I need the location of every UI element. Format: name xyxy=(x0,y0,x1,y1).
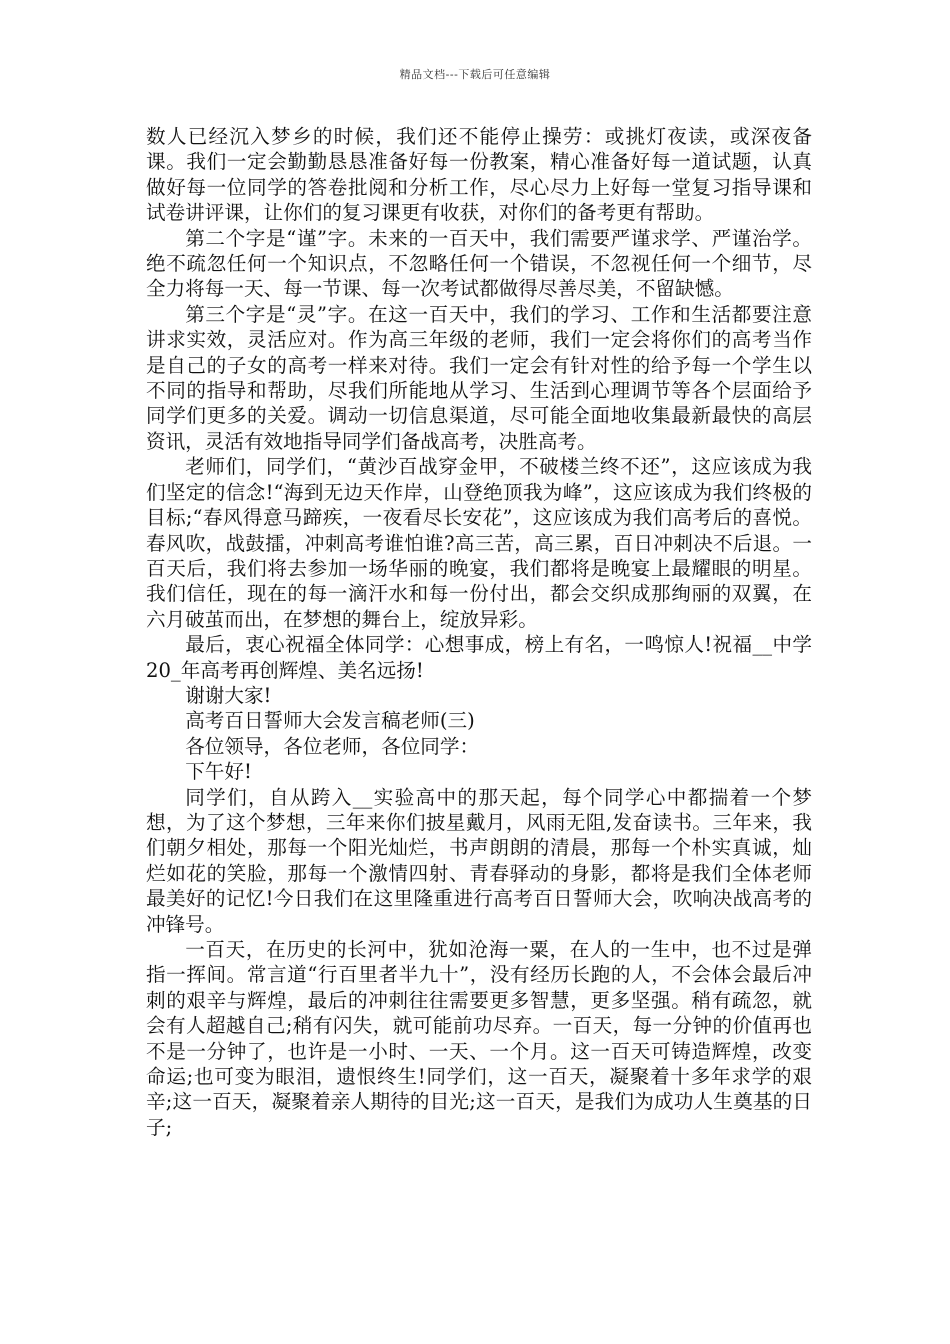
paragraph: 第三个字是“灵”字。在这一百天中，我们的学习、工作和生活都要注意讲求实效，灵活应对。作为高三年级的老师，我们一定会将你们的高考当作是自己的子女的高考一样来对待。我们一定会有针对性的给予每一个学生以不同的指导和帮助，尽我们所能地从学习、生活到心理调节等各个层面给予同学们更多的关爱。调动一切信息渠道，尽可能全面地收集最新最快的高层资讯，灵活有效地指导同学们备战高考，决胜高考。 xyxy=(146,302,812,453)
paragraph: 数人已经沉入梦乡的时候，我们还不能停止操劳：或挑灯夜读，或深夜备课。我们一定会勤勤恳恳准备好每一份教案，精心准备好每一道试题，认真做好每一位同学的答卷批阅和分析工作，尽心尽力上好每一堂复习指导课和试卷讲评课，让你们的复习课更有收获，对你们的备考更有帮助。 xyxy=(146,125,812,225)
document-body xyxy=(146,124,812,1140)
paragraph: 同学们，自从跨入__实验高中的那天起，每个同学心中都揣着一个梦想，为了这个梦想，三年来你们披星戴月，风雨无阻,发奋读书。三年来，我们朝夕相处，那每一个阳光灿烂，书声朗朗的清晨，那每一个朴实真诚，灿烂如花的笑脸，那每一个激情四射、青春驿动的身影，都将是我们全体老师最美好的记忆!今日我们在这里隆重进行高考百日誓师大会，吹响决战高考的冲锋号。 xyxy=(146,785,812,936)
paragraph: 谢谢大家! xyxy=(185,683,272,707)
paragraph: 最后，衷心祝福全体同学：心想事成，榜上有名，一鸣惊人!祝福__中学20_年高考再创辉煌、美名远扬! xyxy=(146,633,812,682)
page-header: 精品文档---下载后可任意编辑 xyxy=(399,68,551,81)
salutation: 各位领导，各位老师，各位同学： xyxy=(185,734,480,758)
paragraph: 一百天，在历史的长河中，犹如沧海一粟，在人的一生中，也不过是弹指一挥间。常言道“行百里者半九十”，没有经历长跑的人，不会体会最后冲刺的艰辛与辉煌，最后的冲刺往往需要更多智慧，更多坚强。稍有疏忽，就会有人超越自己;稍有闪失，就可能前功尽弃。一百天，每一分钟的价值再也不是一分钟了，也许是一小时、一天、一个月。这一百天可铸造辉煌，改变命运;也可变为眼泪，遗恨终生!同学们，这一百天，凝聚着十多年求学的艰辛;这一百天，凝聚着亲人期待的目光;这一百天，是我们为成功人生奠基的日子; xyxy=(146,938,812,1139)
paragraph: 第二个字是“谨”字。未来的一百天中，我们需要严谨求学、严谨治学。绝不疏忽任何一个知识点，不忽略任何一个错误，不忽视任何一个细节，尽全力将每一天、每一节课、每一次考试都做得尽善尽美，不留缺憾。 xyxy=(146,226,812,301)
greeting: 下午好! xyxy=(185,760,252,784)
section-title: 高考百日誓师大会发言稿老师(三) xyxy=(185,709,475,733)
paragraph: 老师们，同学们，“黄沙百战穿金甲，不破楼兰终不还”，这应该成为我们坚定的信念!“海到无边天作岸，山登绝顶我为峰”，这应该成为我们终极的目标;“春风得意马蹄疾，一夜看尽长安花”，这应该成为我们高考后的喜悦。春风吹，战鼓擂，冲刺高考谁怕谁?高三苦，高三累，百日冲刺决不后退。一百天后，我们将去参加一场华丽的晚宴，我们都将是晚宴上最耀眼的明星。我们信任，现在的每一滴汗水和每一份付出，都会交织成那绚丽的双翼，在六月破茧而出，在梦想的舞台上，绽放异彩。 xyxy=(146,455,812,631)
